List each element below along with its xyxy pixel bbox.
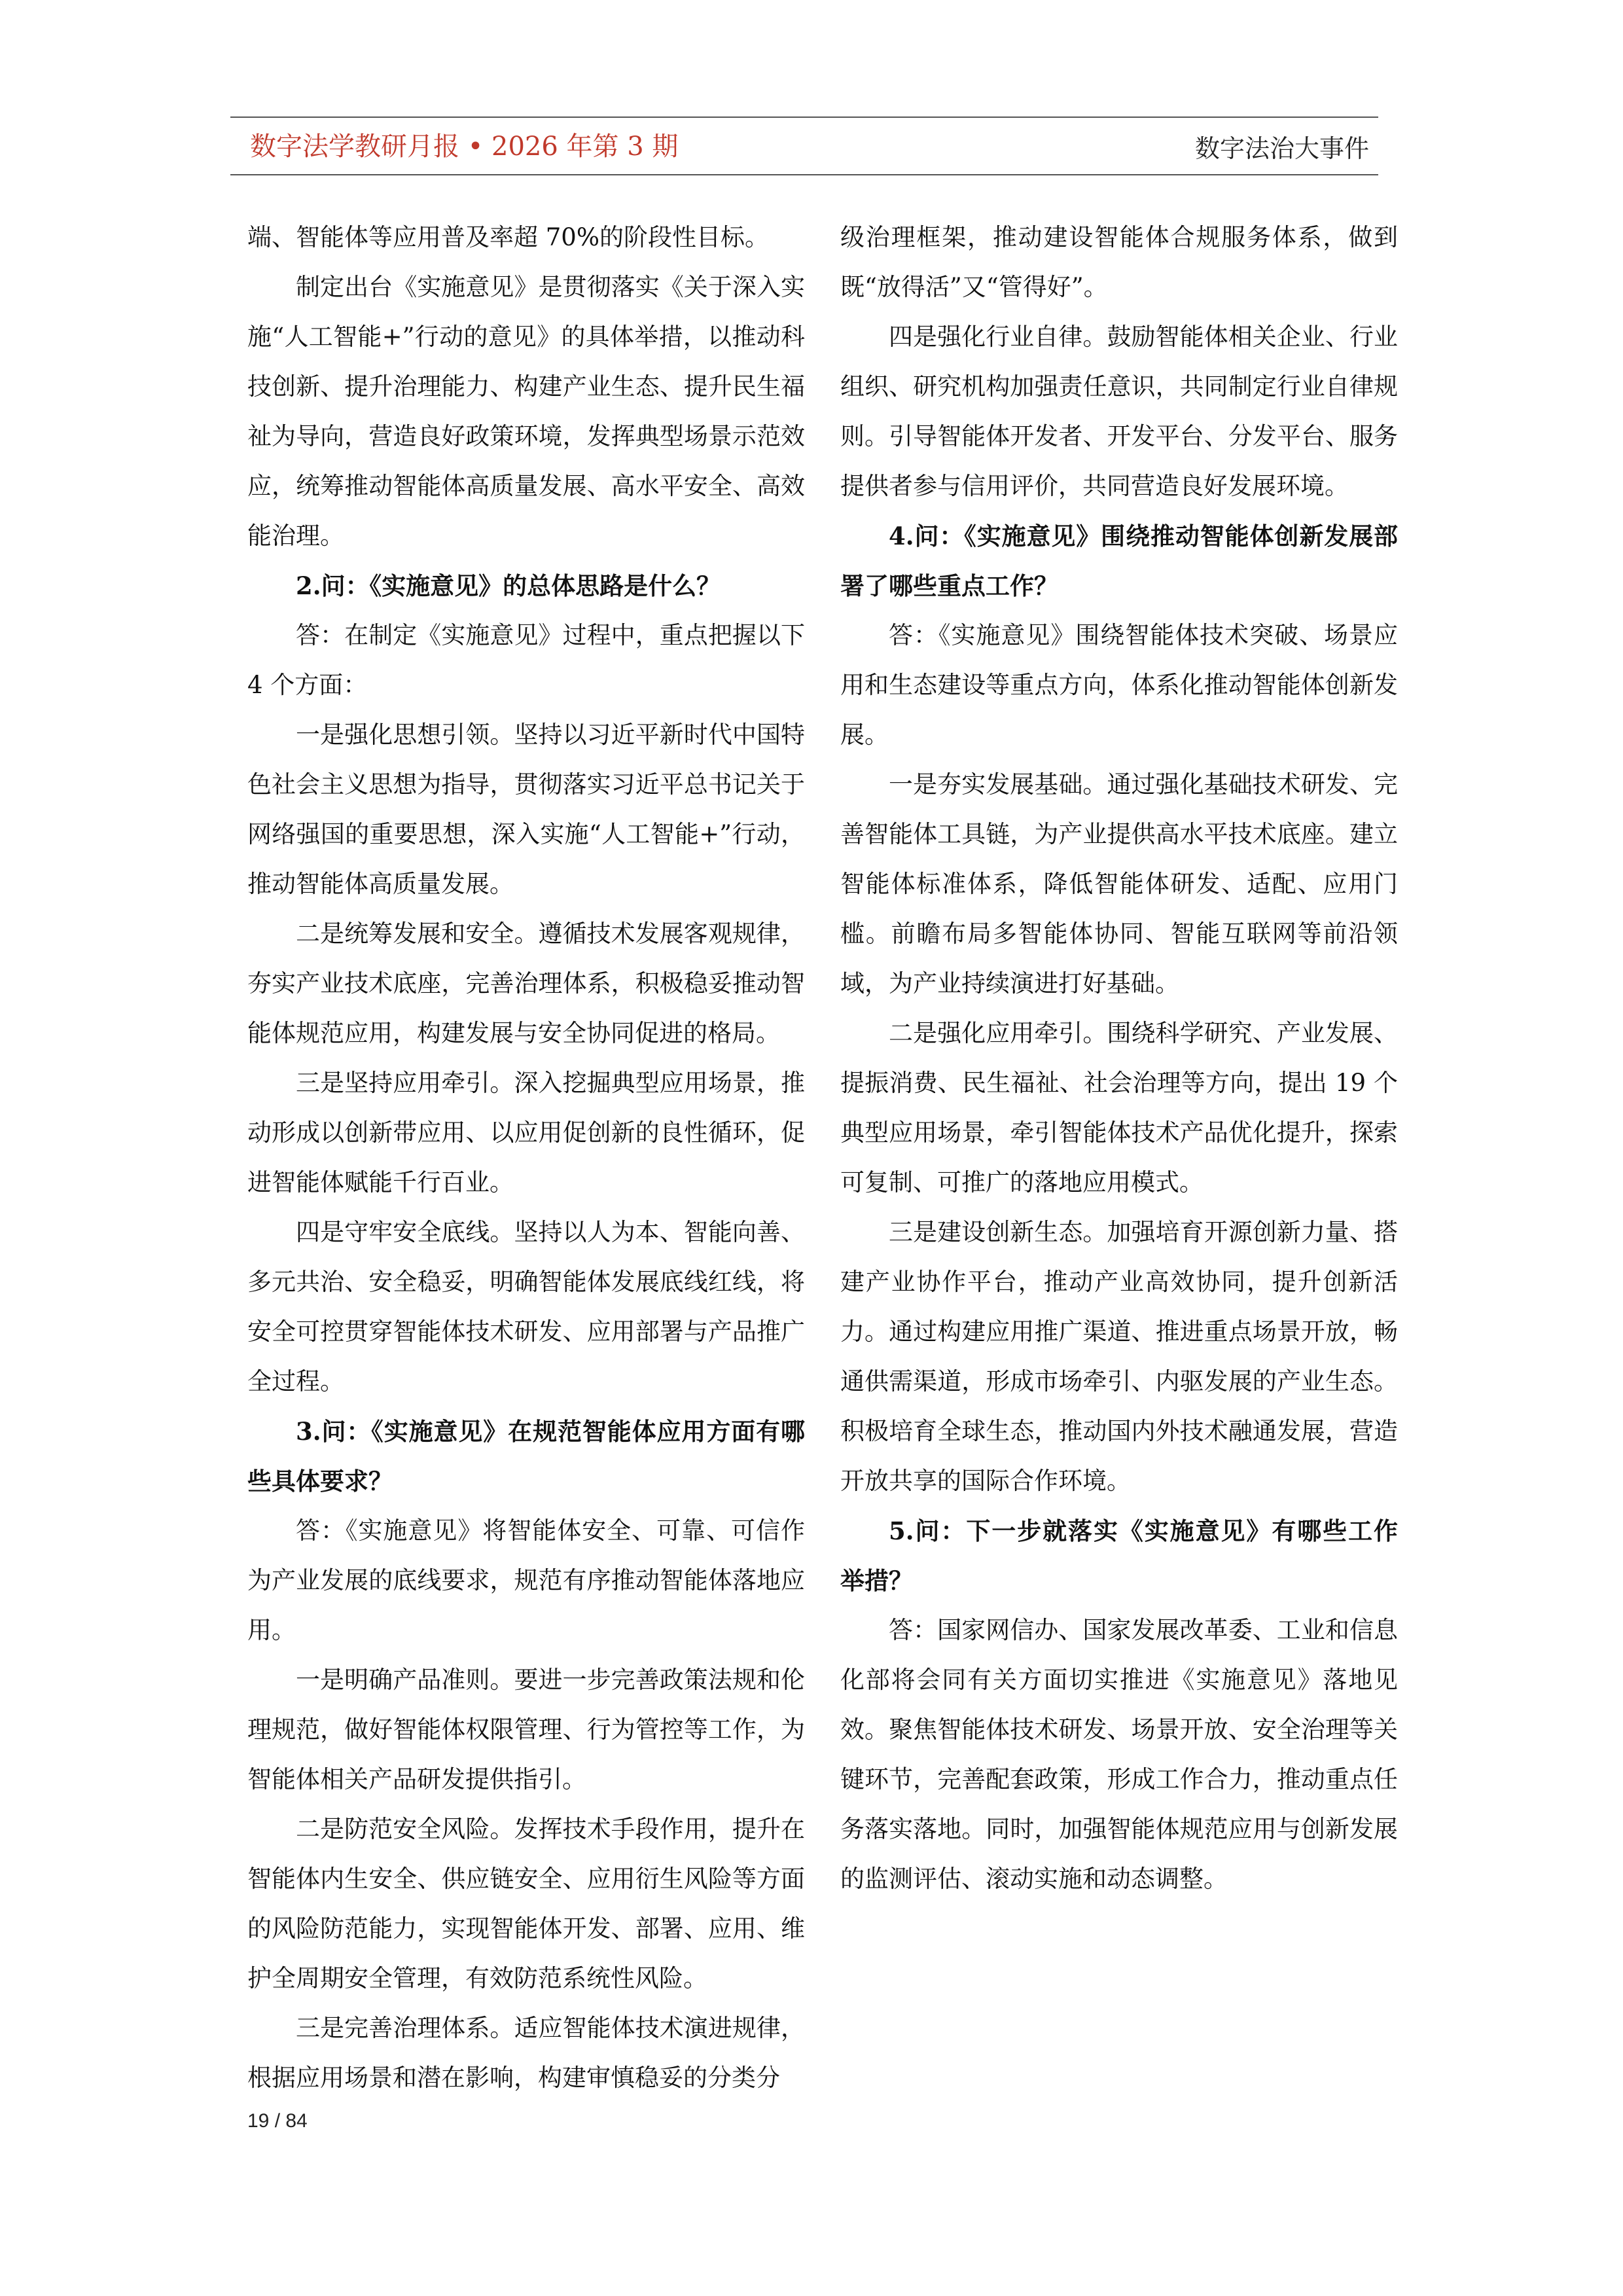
page-number: 19 / 84 — [247, 2110, 308, 2132]
paragraph: 二是防范安全风险。发挥技术手段作用，提升在智能体内生安全、供应链安全、应用衍生风险等方面的风险防范能力，实现智能体开发、部署、应用、维护全周期安全管理，有效防范系统性风险。 — [247, 1815, 805, 1992]
page-header — [230, 117, 1378, 175]
paragraph: 四是强化行业自律。鼓励智能体相关企业、行业组织、研究机构加强责任意识，共同制定行业自律规则。引导智能体开发者、开发平台、分发平台、服务提供者参与信用评价，共同营造良好发展环境。 — [840, 323, 1398, 500]
question-heading: 3.问：《实施意见》在规范智能体应用方面有哪些具体要求？ — [247, 1417, 805, 1496]
paragraph: 三是坚持应用牵引。深入挖掘典型应用场景，推动形成以创新带应用、以应用促创新的良性循环，促进智能体赋能千行百业。 — [247, 1069, 805, 1196]
section-name: 数字法治大事件 — [1194, 134, 1369, 163]
paragraph: 一是明确产品准则。要进一步完善政策法规和伦理规范，做好智能体权限管理、行为管控等工作，为智能体相关产品研发提供指引。 — [247, 1666, 805, 1793]
answer-paragraph: 答：在制定《实施意见》过程中，重点把握以下 4 个方面： — [247, 621, 805, 699]
paragraph: 三是建设创新生态。加强培育开源创新力量、搭建产业协作平台，推动产业高效协同，提升创新活力。通过构建应用推广渠道、推进重点场景开放，畅通供需渠道，形成市场牵引、内驱发展的产业生态。积极培育全球生态，推动国内外技术融通发展，营造开放共享的国际合作环境。 — [840, 1218, 1398, 1495]
answer-paragraph: 答：《实施意见》将智能体安全、可靠、可信作为产业发展的底线要求，规范有序推动智能体落地应用。 — [247, 1516, 805, 1644]
answer-paragraph: 答：《实施意见》围绕智能体技术突破、场景应用和生态建设等重点方向，体系化推动智能体创新发展。 — [840, 621, 1398, 749]
left-column — [247, 213, 805, 2103]
paragraph: 四是守牢安全底线。坚持以人为本、智能向善、多元共治、安全稳妥，明确智能体发展底线红线，将安全可控贯穿智能体技术研发、应用部署与产品推广全过程。 — [247, 1218, 805, 1395]
question-heading: 4.问：《实施意见》围绕推动智能体创新发展部署了哪些重点工作？ — [840, 522, 1398, 600]
question-heading: 5.问：下一步就落实《实施意见》有哪些工作举措？ — [840, 1516, 1398, 1595]
journal-title: 数字法学教研月报 • 2026 年第 3 期 — [250, 132, 679, 162]
right-column — [840, 213, 1398, 1904]
paragraph: 级治理框架，推动建设智能体合规服务体系，做到既“放得活”又“管得好”。 — [840, 223, 1398, 301]
paragraph: 一是强化思想引领。坚持以习近平新时代中国特色社会主义思想为指导，贯彻落实习近平总书记关于网络强国的重要思想，深入实施“人工智能+”行动，推动智能体高质量发展。 — [247, 721, 805, 898]
paragraph: 制定出台《实施意见》是贯彻落实《关于深入实施“人工智能+”行动的意见》的具体举措，以推动科技创新、提升治理能力、构建产业生态、提升民生福祉为导向，营造良好政策环境，发挥典型场景示范效应，统筹推动智能体高质量发展、高水平安全、高效能治理。 — [247, 273, 805, 550]
paragraph: 三是完善治理体系。适应智能体技术演进规律，根据应用场景和潜在影响，构建审慎稳妥的分类分 — [247, 2014, 805, 2092]
paragraph: 一是夯实发展基础。通过强化基础技术研发、完善智能体工具链，为产业提供高水平技术底座。建立智能体标准体系，降低智能体研发、适配、应用门槛。前瞻布局多智能体协同、智能互联网等前沿领域，为产业持续演进打好基础。 — [840, 770, 1398, 997]
answer-paragraph: 答：国家网信办、国家发展改革委、工业和信息化部将会同有关方面切实推进《实施意见》落地见效。聚焦智能体技术研发、场景开放、安全治理等关键环节，完善配套政策，形成工作合力，推动重点任务落实落地。同时，加强智能体规范应用与创新发展的监测评估、滚动实施和动态调整。 — [840, 1616, 1398, 1893]
paragraph: 二是强化应用牵引。围绕科学研究、产业发展、提振消费、民生福祉、社会治理等方向，提出 19 个典型应用场景，牵引智能体技术产品优化提升，探索可复制、可推广的落地应用模式。 — [840, 1019, 1398, 1196]
paragraph: 二是统筹发展和安全。遵循技术发展客观规律，夯实产业技术底座，完善治理体系，积极稳妥推动智能体规范应用，构建发展与安全协同促进的格局。 — [247, 920, 805, 1047]
paragraph: 端、智能体等应用普及率超 70%的阶段性目标。 — [247, 223, 769, 251]
question-heading: 2.问：《实施意见》的总体思路是什么？ — [296, 571, 721, 600]
